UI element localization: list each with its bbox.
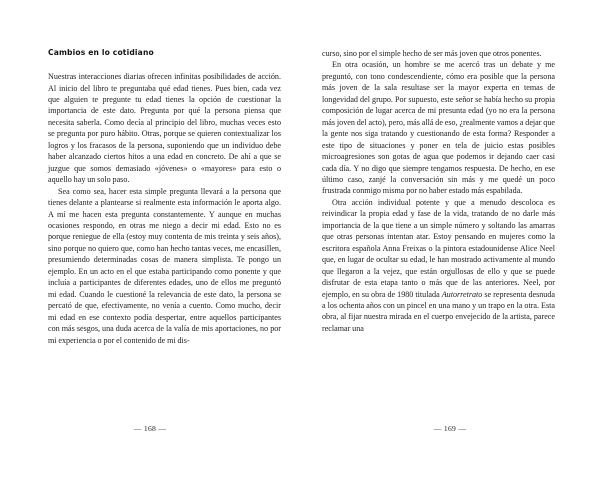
left-text-block [48,48,281,346]
right-body-text [322,48,555,334]
right-text-block [322,48,555,334]
page-number-right: — 169 — [433,424,467,433]
paragraph: Otra acción individual potente y que a menudo descoloca es reivindicar la propia edad y fase de la vida, tratando de no darle más importancia de la que tiene a un simple número y soltando las amarras que otras personas intentan atar. Estoy pensando en mujeres como la escritora española Anna Freixas o la pintora estadounidense Alice Neel que, en lugar de ocultar su edad, le han mostrado activamente al mundo que llegaron a la vejez, que están orgullosas de ello y que se puede disfrutar de esta etapa tanto o más que de las anteriores. Neel, por ejemplo, en su obra de 1980 titulada Autorretrato se representa desnuda a los ochenta años con un pincel en una mano y un trapo en la otra. Esta obra, al fijar nuestra mirada en el cuerpo envejecido de la artista, parece reclamar una [322,197,555,333]
paragraph: Sea como sea, hacer esta simple pregunta llevará a la persona que tienes delante a plantearse si realmente esta información le aporta algo. A mí me hacen esta pregunta constantemente. Y aunque en muchas ocasiones respondo, en otras me niego a decir mi edad. Esto no es porque reniegue de ella (estoy muy contenta de mis treinta y seis años), sino porque no quiero que, como han hecho tantas veces, me encasillen, presumiendo determinadas cosas de manera simplista. Te pongo un ejemplo. En un acto en el que estaba participando como ponente y que incluía a participantes de diferentes edades, uno de ellos me preguntó mi edad. Cuando le cuestioné la relevancia de este dato, la persona se percató de que, efectivamente, no venía a cuento. Como mucho, decir mi edad en ese contexto podía despertar, entre aquellos participantes con más sesgos, una duda acerca de la valía de mis aportaciones, no por mi experiencia o por el contenido de mi dis- [48,186,281,345]
page-number-left: — 168 — [133,424,167,433]
left-body-text [48,71,281,346]
paragraph: En otra ocasión, un hombre se me acercó tras un debate y me preguntó, con tono condescendiente, cómo era posible que la persona más joven de la sala resultase ser la mayor experta en temas de longevidad del grupo. Por supuesto, este señor se había hecho su propia composición de lugar acerca de mi presunta edad (yo no era la persona más joven del acto), pero, más allá de eso, ¿realmente vamos a dejar que la gente nos siga tratando y cuestionando de esta forma? Responder a este tipo de situaciones y poner en tela de juicio estas posibles microagresiones son gotas de agua que podemos ir dejando caer casi cada día. Y no digo que siempre tengamos respuesta. De hecho, en ese último caso, zanjé la conversación sin más y me quedé un poco frustrada conmigo misma por no haber estado más espabilada. [322,60,555,196]
artwork-title: Autorretrato [441,289,483,299]
page-title: Cambios en lo cotidiano [48,48,154,57]
paragraph: Nuestras interacciones diarias ofrecen infinitas posibilidades de acción. Al inicio del libro te preguntaba qué edad tienes. Pues bien, cada vez que alguien te pregunte tu edad tienes la opción de cuestionar la importancia de este dato. Pregunta por qué la persona piensa que necesita saberla. Como decía al principio del libro, muchas veces esto se pregunta por puro hábito. Otras, porque se quieren contextualizar los logros y los fracasos de la persona, suponiendo que un individuo debe haber alcanzado ciertos hitos a una edad en concreto. De ahí a que se juzgue que somos demasiado «jóvenes» o «mayores» para esto o aquello hay un solo paso. [48,72,281,185]
paragraph: curso, sino por el simple hecho de ser más joven que otros ponentes. [322,49,542,58]
page-right [300,0,600,477]
